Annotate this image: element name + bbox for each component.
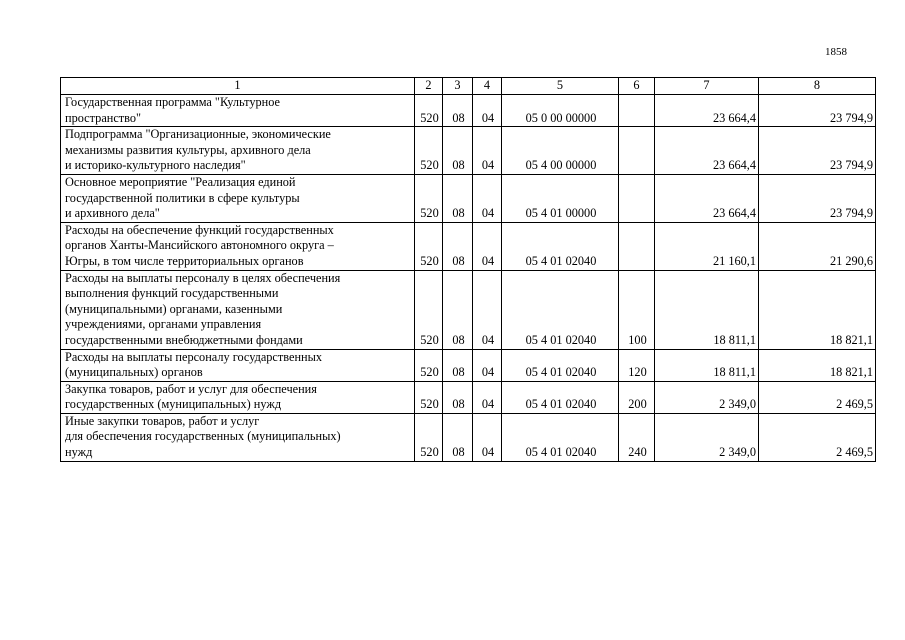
header-cell: 8 xyxy=(759,78,876,95)
table-row xyxy=(61,222,876,270)
row-amount-col7: 21 160,1 xyxy=(655,222,759,270)
header-cell: 3 xyxy=(443,78,473,95)
row-code-target: 05 4 01 02040 xyxy=(502,381,619,413)
row-name: Расходы на выплаты персоналу государственных (муниципальных) органов xyxy=(61,349,415,381)
page-number: 1858 xyxy=(825,46,847,58)
row-amount-col8: 18 821,1 xyxy=(759,270,876,349)
row-amount-col8: 23 794,9 xyxy=(759,174,876,222)
header-cell: 5 xyxy=(502,78,619,95)
row-code-subsection: 04 xyxy=(473,413,502,461)
row-amount-col7: 2 349,0 xyxy=(655,413,759,461)
row-code-ministry: 520 xyxy=(415,381,443,413)
row-code-ministry: 520 xyxy=(415,127,443,175)
table-row xyxy=(61,270,876,349)
row-code-section: 08 xyxy=(443,174,473,222)
row-code-subsection: 04 xyxy=(473,127,502,175)
row-code-section: 08 xyxy=(443,127,473,175)
table-row xyxy=(61,95,876,127)
row-name: Основное мероприятие "Реализация единой государственной политики в сфере культуры и архивного дела" xyxy=(61,174,415,222)
row-name: Расходы на выплаты персоналу в целях обеспечения выполнения функций государственными (муниципальными) органами, казенными учреждениями, органами управления государственными внебюджетными фондами xyxy=(61,270,415,349)
row-code-expense-type xyxy=(619,95,655,127)
row-code-subsection: 04 xyxy=(473,95,502,127)
header-row xyxy=(61,78,876,95)
table-row xyxy=(61,174,876,222)
row-code-expense-type: 120 xyxy=(619,349,655,381)
row-name: Подпрограмма "Организационные, экономические механизмы развития культуры, архивного дела и историко-культурного наследия" xyxy=(61,127,415,175)
row-code-expense-type: 100 xyxy=(619,270,655,349)
row-code-section: 08 xyxy=(443,95,473,127)
row-code-ministry: 520 xyxy=(415,270,443,349)
header-cell: 6 xyxy=(619,78,655,95)
row-code-expense-type xyxy=(619,174,655,222)
row-code-ministry: 520 xyxy=(415,174,443,222)
row-code-target: 05 4 01 02040 xyxy=(502,413,619,461)
row-amount-col7: 2 349,0 xyxy=(655,381,759,413)
header-cell: 4 xyxy=(473,78,502,95)
row-code-subsection: 04 xyxy=(473,349,502,381)
table-row xyxy=(61,127,876,175)
row-name: Закупка товаров, работ и услуг для обеспечения государственных (муниципальных) нужд xyxy=(61,381,415,413)
row-code-ministry: 520 xyxy=(415,413,443,461)
row-code-expense-type xyxy=(619,222,655,270)
row-code-section: 08 xyxy=(443,222,473,270)
row-code-target: 05 4 00 00000 xyxy=(502,127,619,175)
row-code-section: 08 xyxy=(443,349,473,381)
row-amount-col7: 18 811,1 xyxy=(655,270,759,349)
row-code-subsection: 04 xyxy=(473,222,502,270)
row-code-subsection: 04 xyxy=(473,270,502,349)
row-code-section: 08 xyxy=(443,381,473,413)
row-code-target: 05 4 01 02040 xyxy=(502,270,619,349)
table-row xyxy=(61,349,876,381)
row-code-expense-type: 240 xyxy=(619,413,655,461)
row-amount-col8: 18 821,1 xyxy=(759,349,876,381)
table-row xyxy=(61,413,876,461)
row-amount-col7: 18 811,1 xyxy=(655,349,759,381)
table-row xyxy=(61,381,876,413)
header-cell: 1 xyxy=(61,78,415,95)
row-amount-col8: 2 469,5 xyxy=(759,413,876,461)
row-code-ministry: 520 xyxy=(415,349,443,381)
row-code-subsection: 04 xyxy=(473,174,502,222)
row-code-section: 08 xyxy=(443,270,473,349)
row-code-target: 05 0 00 00000 xyxy=(502,95,619,127)
row-code-target: 05 4 01 00000 xyxy=(502,174,619,222)
row-code-target: 05 4 01 02040 xyxy=(502,349,619,381)
row-code-target: 05 4 01 02040 xyxy=(502,222,619,270)
row-code-ministry: 520 xyxy=(415,222,443,270)
budget-table xyxy=(60,77,876,462)
row-amount-col7: 23 664,4 xyxy=(655,95,759,127)
row-name: Иные закупки товаров, работ и услуг для обеспечения государственных (муниципальных) нужд xyxy=(61,413,415,461)
row-amount-col8: 23 794,9 xyxy=(759,95,876,127)
row-code-expense-type xyxy=(619,127,655,175)
row-amount-col8: 2 469,5 xyxy=(759,381,876,413)
row-amount-col8: 21 290,6 xyxy=(759,222,876,270)
row-amount-col8: 23 794,9 xyxy=(759,127,876,175)
row-code-expense-type: 200 xyxy=(619,381,655,413)
row-code-section: 08 xyxy=(443,413,473,461)
row-amount-col7: 23 664,4 xyxy=(655,127,759,175)
row-amount-col7: 23 664,4 xyxy=(655,174,759,222)
row-code-subsection: 04 xyxy=(473,381,502,413)
header-cell: 2 xyxy=(415,78,443,95)
row-code-ministry: 520 xyxy=(415,95,443,127)
row-name: Государственная программа "Культурное пространство" xyxy=(61,95,415,127)
header-cell: 7 xyxy=(655,78,759,95)
row-name: Расходы на обеспечение функций государственных органов Ханты-Мансийского автономного округа – Югры, в том числе территориальных органов xyxy=(61,222,415,270)
